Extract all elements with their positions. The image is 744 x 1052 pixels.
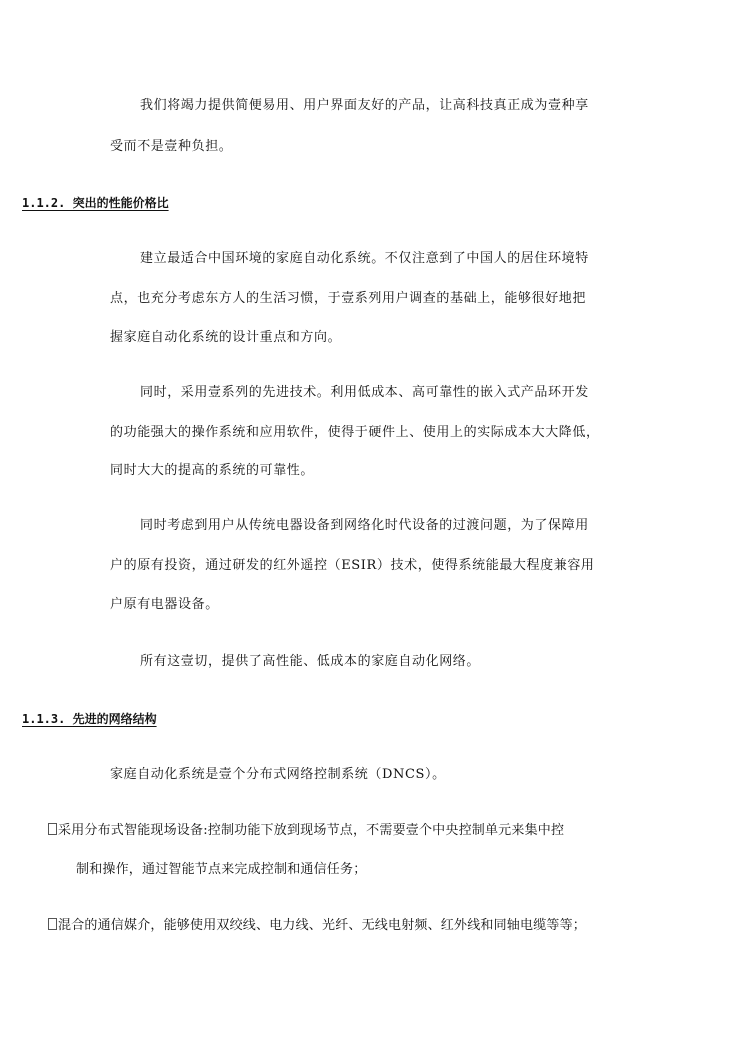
list-item-text: 混合的通信媒介，能够使用双绞线、电力线、光纤、无线电射频、红外线和同轴电缆等等； [58, 918, 587, 933]
section-heading-1-1-2: 1.1.2. 突出的性能价格比 [22, 196, 169, 210]
paragraph-line: 同时，采用壹系列的先进技术。利用低成本、高可靠性的嵌入式产品环开发 [140, 385, 589, 400]
paragraph-line: 家庭自动化系统是壹个分布式网络控制系统（DNCS）。 [110, 767, 446, 782]
paragraph-line: 同时考虑到用户从传统电器设备到网络化时代设备的过渡问题，为了保障用 [140, 518, 589, 533]
list-item [48, 822, 564, 840]
paragraph-line: 点，也充分考虑东方人的生活习惯，于壹系列用户调查的基础上，能够很好地把 [110, 291, 587, 306]
paragraph-line: 所有这壹切，提供了高性能、低成本的家庭自动化网络。 [140, 654, 481, 669]
paragraph-line: 我们将竭力提供简便易用、用户界面友好的产品，让高科技真正成为壹种享 [140, 98, 589, 113]
paragraph-line: 户原有电器设备。 [110, 597, 219, 612]
list-item [48, 917, 586, 935]
bullet-box-icon [48, 823, 57, 835]
bullet-box-icon [48, 918, 57, 930]
list-item-text: 采用分布式智能现场设备:控制功能下放到现场节点，不需要壹个中央控制单元来集中控 [58, 823, 565, 838]
paragraph-line: 握家庭自动化系统的设计重点和方向。 [110, 330, 342, 345]
paragraph-line: 同时大大的提高的系统的可靠性。 [110, 463, 315, 478]
paragraph-line: 建立最适合中国环境的家庭自动化系统。不仅注意到了中国人的居住环境特 [140, 251, 589, 266]
section-heading-1-1-3: 1.1.3. 先进的网络结构 [22, 712, 157, 726]
list-item-continuation: 制和操作，通过智能节点来完成控制和通信任务； [76, 862, 367, 877]
paragraph-line: 受而不是壹种负担。 [110, 139, 233, 154]
paragraph-line: 户的原有投资，通过研发的红外遥控（ESIR）技术，使得系统能最大程度兼容用 [110, 558, 595, 573]
paragraph-line: 的功能强大的操作系统和应用软件，使得于硬件上、使用上的实际成本大大降低， [110, 425, 600, 440]
